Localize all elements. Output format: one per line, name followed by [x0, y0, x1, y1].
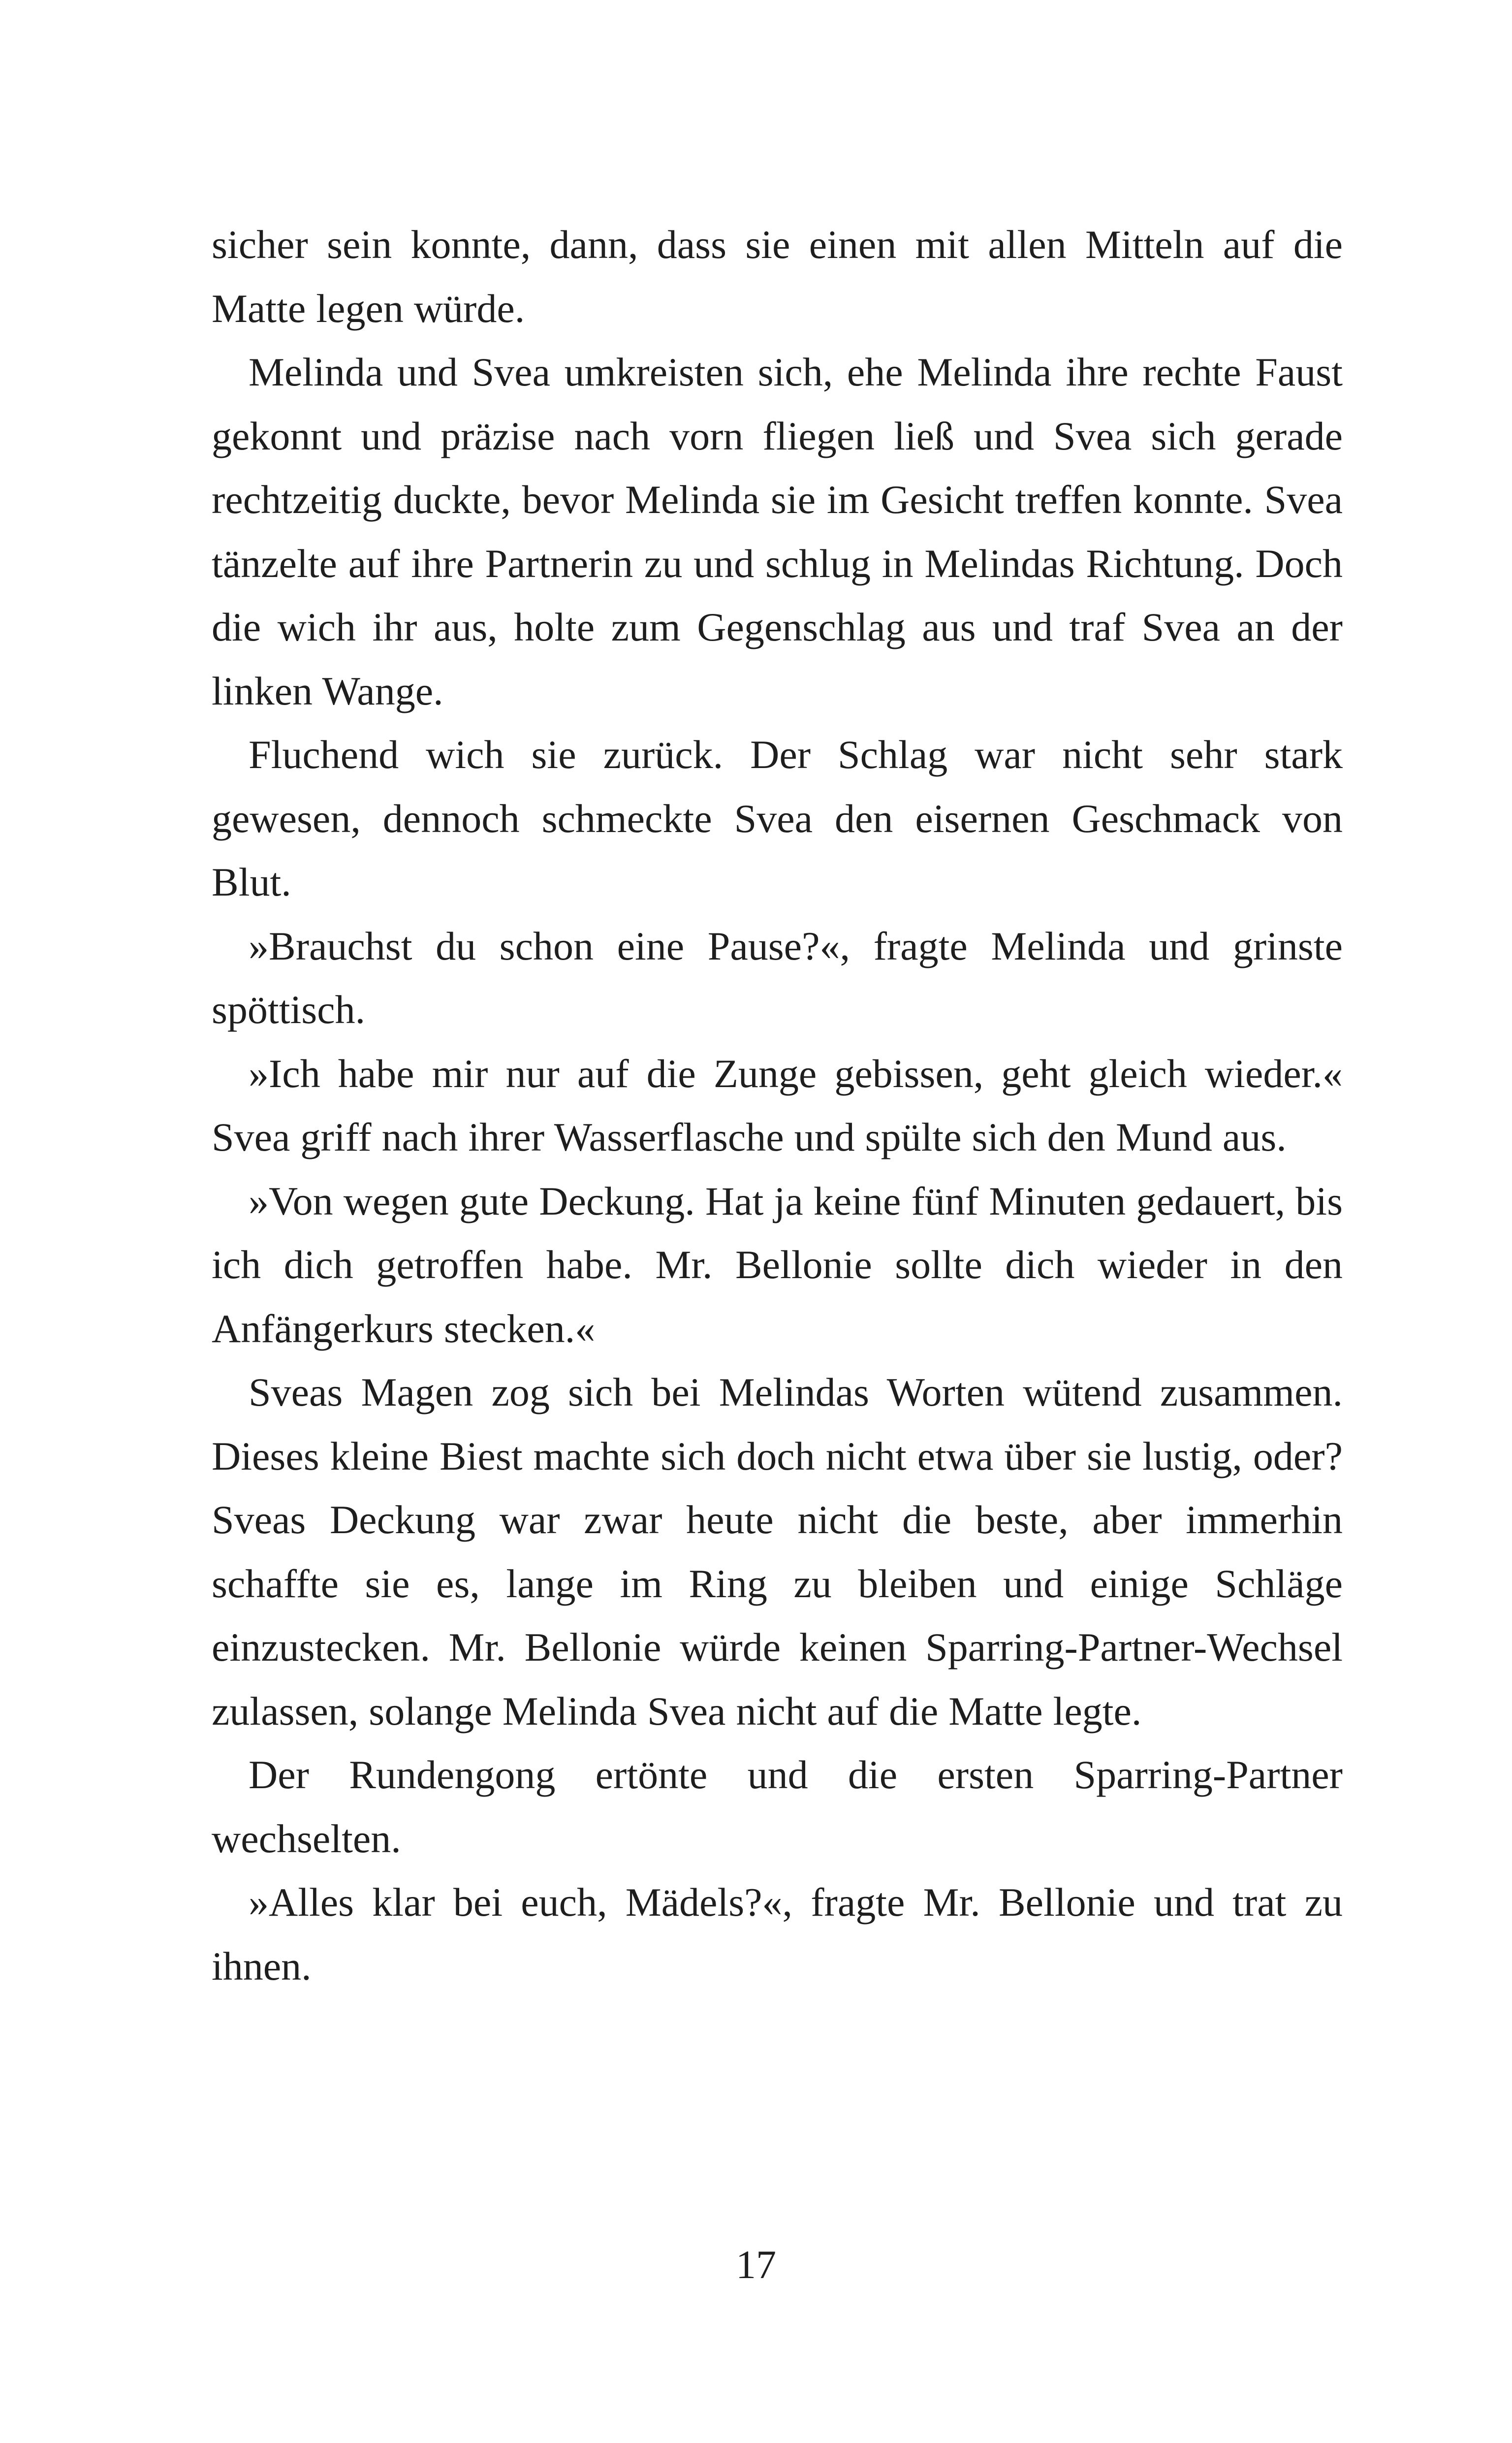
- paragraph: »Von wegen gute Deckung. Hat ja keine fünf Minuten gedauert, bis ich dich getroffen habe. Mr. Bellonie sollte dich wieder in den Anfängerkurs stecken.«: [212, 1178, 1343, 1351]
- paragraph: Sveas Magen zog sich bei Melindas Worten wütend zusammen. Dieses kleine Biest machte sich doch nicht etwa über sie lustig, oder? Sveas Deckung war zwar heute nicht die beste, aber immerhin schaffte sie es, lange im Ring zu bleiben und einige Schläge einzustecken. Mr. Bellonie würde keinen Sparring-Partner-Wechsel zulassen, solange Melinda Svea nicht auf die Matte legte.: [212, 1370, 1343, 1734]
- paragraph: Fluchend wich sie zurück. Der Schlag war nicht sehr stark gewesen, dennoch schmeckte Svea den eisernen Geschmack von Blut.: [212, 732, 1343, 904]
- paragraph: »Alles klar bei euch, Mädels?«, fragte Mr. Bellonie und trat zu ihnen.: [212, 1880, 1343, 1989]
- paragraph: »Brauchst du schon eine Pause?«, fragte Melinda und grinste spöttisch.: [212, 923, 1343, 1032]
- paragraph: »Ich habe mir nur auf die Zunge gebissen, geht gleich wieder.« Svea griff nach ihrer Wasserflasche und spülte sich den Mund aus.: [212, 1051, 1343, 1159]
- body-text: [212, 213, 1343, 1998]
- paragraph: Der Rundengong ertönte und die ersten Sparring-Partner wechselten.: [212, 1752, 1343, 1861]
- paragraph: Melinda und Svea umkreisten sich, ehe Melinda ihre rechte Faust gekonnt und präzise nach vorn fliegen ließ und Svea sich gerade rechtzeitig duckte, bevor Melinda sie im Gesicht treffen konnte. Svea tänzelte auf ihre Partnerin zu und schlug in Melindas Richtung. Doch die wich ihr aus, holte zum Gegenschlag aus und traf Svea an der linken Wange.: [212, 350, 1343, 713]
- paragraph: sicher sein konnte, dann, dass sie einen mit allen Mitteln auf die Matte legen würde.: [212, 222, 1343, 331]
- page-number: 17: [736, 2242, 776, 2287]
